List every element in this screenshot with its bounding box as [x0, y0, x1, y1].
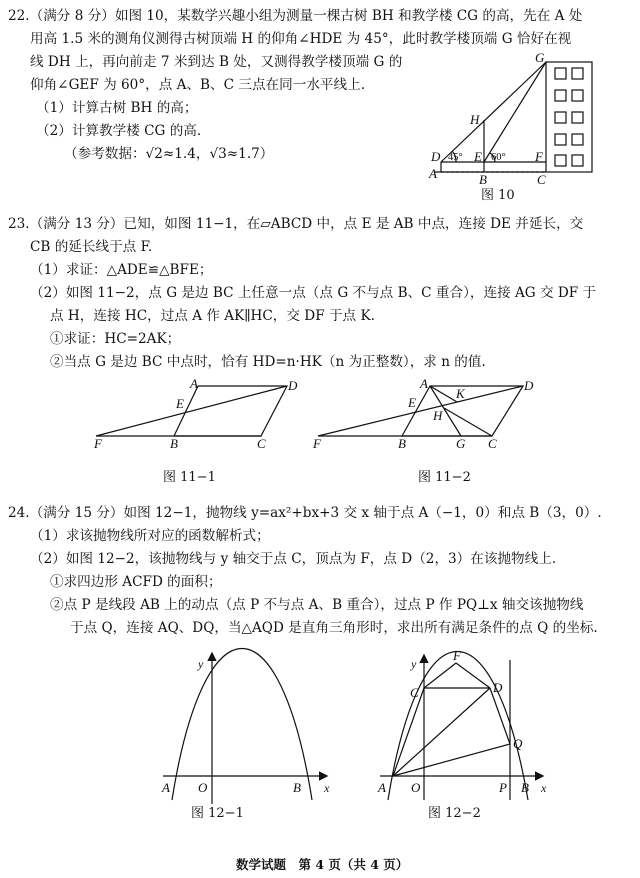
q23-line-5: 点 H，连接 HC，过点 A 作 AK∥HC，交 DF 于点 K.: [50, 308, 375, 324]
q22-line-4: 仰角∠GEF 为 60°，点 A、B、C 三点在同一水平线上.: [30, 77, 366, 93]
f12a-label-x: x: [324, 781, 330, 795]
label-a: A: [429, 166, 437, 181]
q22-line-1: 22.（满分 8 分）如图 10，某数学兴趣小组为测量一棵古树 BH 和教学楼 CG 的高，先在 A 处: [8, 8, 583, 24]
q24-line-1: 24.（满分 15 分）如图 12−1，抛物线 y=ax²+bx+3 交 x 轴于点 A（−1，0）和点 B（3，0）.: [8, 505, 602, 521]
q23-line-3: （1）求证：△ADE≌△BFE；: [30, 262, 213, 278]
figure-11-1-caption: 图 11−1: [163, 470, 216, 485]
f12b-label-o: O: [411, 780, 421, 795]
label-d: D: [431, 149, 441, 164]
q24-line-6: 于点 Q，连接 AQ、DQ，当△AQD 是直角三角形时，求出所有满足条件的点 Q 的坐标.: [70, 620, 598, 636]
q24-line-2: （1）求该抛物线所对应的函数解析式；: [30, 528, 270, 544]
f11b-label-d: D: [524, 378, 534, 393]
q22-line-6: （2）计算教学楼 CG 的高.: [36, 123, 202, 139]
label-g: G: [535, 50, 545, 65]
q22-line-5: （1）计算古树 BH 的高；: [36, 100, 198, 116]
figure-12-1-caption: 图 12−1: [191, 806, 244, 821]
f12b-label-f: F: [453, 648, 461, 663]
label-f: F: [535, 149, 543, 164]
q24-line-5: ②点 P 是线段 AB 上的动点（点 P 不与点 A、B 重合），过点 P 作 PQ⊥x 轴交该抛物线: [50, 597, 584, 613]
f11a-label-b: B: [170, 436, 178, 451]
f11a-label-f: F: [94, 436, 102, 451]
label-c: C: [537, 172, 546, 187]
parabola-12-2: [388, 652, 528, 801]
f11b-label-f: F: [313, 436, 321, 451]
segment-ac: [393, 688, 424, 776]
f12a-label-a: A: [162, 780, 170, 795]
q22-line-2: 用高 1.5 米的测角仪测得古树顶端 H 的仰角∠HDE 为 45°，此时教学楼顶端 G 恰好在视: [30, 31, 572, 47]
label-h: H: [470, 112, 480, 127]
q23-line-1: 23.（满分 13 分）已知，如图 11−1，在▱ABCD 中，点 E 是 AB 中点，连接 DE 并延长，交: [8, 216, 584, 232]
f12b-label-c: C: [410, 685, 419, 700]
f12b-label-q: Q: [513, 736, 523, 751]
f12a-label-b: B: [293, 780, 301, 795]
f12b-label-y: y: [411, 657, 417, 671]
segment-cf: [424, 663, 456, 688]
angle-60-label: 60°: [491, 152, 506, 163]
f11b-label-c: C: [488, 436, 497, 451]
f11a-label-e: E: [176, 396, 184, 411]
q23-line-2: CB 的延长线于点 F.: [30, 239, 153, 255]
f11a-label-a: A: [190, 376, 198, 391]
segment-fd: [456, 663, 490, 688]
f12a-label-y: y: [198, 657, 204, 671]
f12b-label-a: A: [378, 780, 386, 795]
f11b-label-e: E: [408, 395, 416, 410]
q22-line-3: 线 DH 上，再向前走 7 米到达 B 处，又测得教学楼顶端 G 的: [30, 54, 403, 70]
f11b-label-g: G: [456, 436, 466, 451]
q23-line-4: （2）如图 11−2，点 G 是边 BC 上任意一点（点 G 不与点 B、C 重合），连接 AG 交 DF 于: [30, 285, 597, 301]
q24-line-4: ①求四边形 ACFD 的面积；: [50, 574, 222, 590]
label-b: B: [479, 172, 487, 187]
f12b-label-d: D: [493, 680, 503, 695]
f12b-label-p: P: [499, 780, 507, 795]
f11a-label-d: D: [288, 378, 298, 393]
page-footer: 数学试题 第 4 页（共 4 页）: [236, 857, 409, 872]
angle-45-label: 45°: [448, 152, 463, 163]
figure-10-caption: 图 10: [481, 188, 515, 203]
f11b-label-k: K: [456, 386, 465, 401]
q24-line-3: （2）如图 12−2，该抛物线与 y 轴交于点 C，顶点为 F，点 D（2，3）在该抛物线上.: [30, 551, 557, 567]
q23-line-7: ②当点 G 是边 BC 中点时，恰有 HD=n·HK（n 为正整数），求 n 的值.: [50, 354, 486, 370]
figure-12-2-caption: 图 12−2: [428, 806, 481, 821]
f12b-label-b: B: [521, 780, 529, 795]
f11a-label-c: C: [257, 436, 266, 451]
f11b-label-h: H: [433, 408, 443, 423]
f11b-label-b: B: [398, 436, 406, 451]
label-e: E: [474, 149, 482, 164]
f12a-label-o: O: [198, 780, 208, 795]
q23-line-6: ①求证：HC=2AK；: [50, 331, 181, 347]
q22-line-7: （参考数据：√2≈1.4，√3≈1.7）: [64, 146, 274, 162]
f11b-label-a: A: [420, 376, 428, 391]
f12b-label-x: x: [541, 781, 547, 795]
figure-11-2-caption: 图 11−2: [418, 470, 471, 485]
